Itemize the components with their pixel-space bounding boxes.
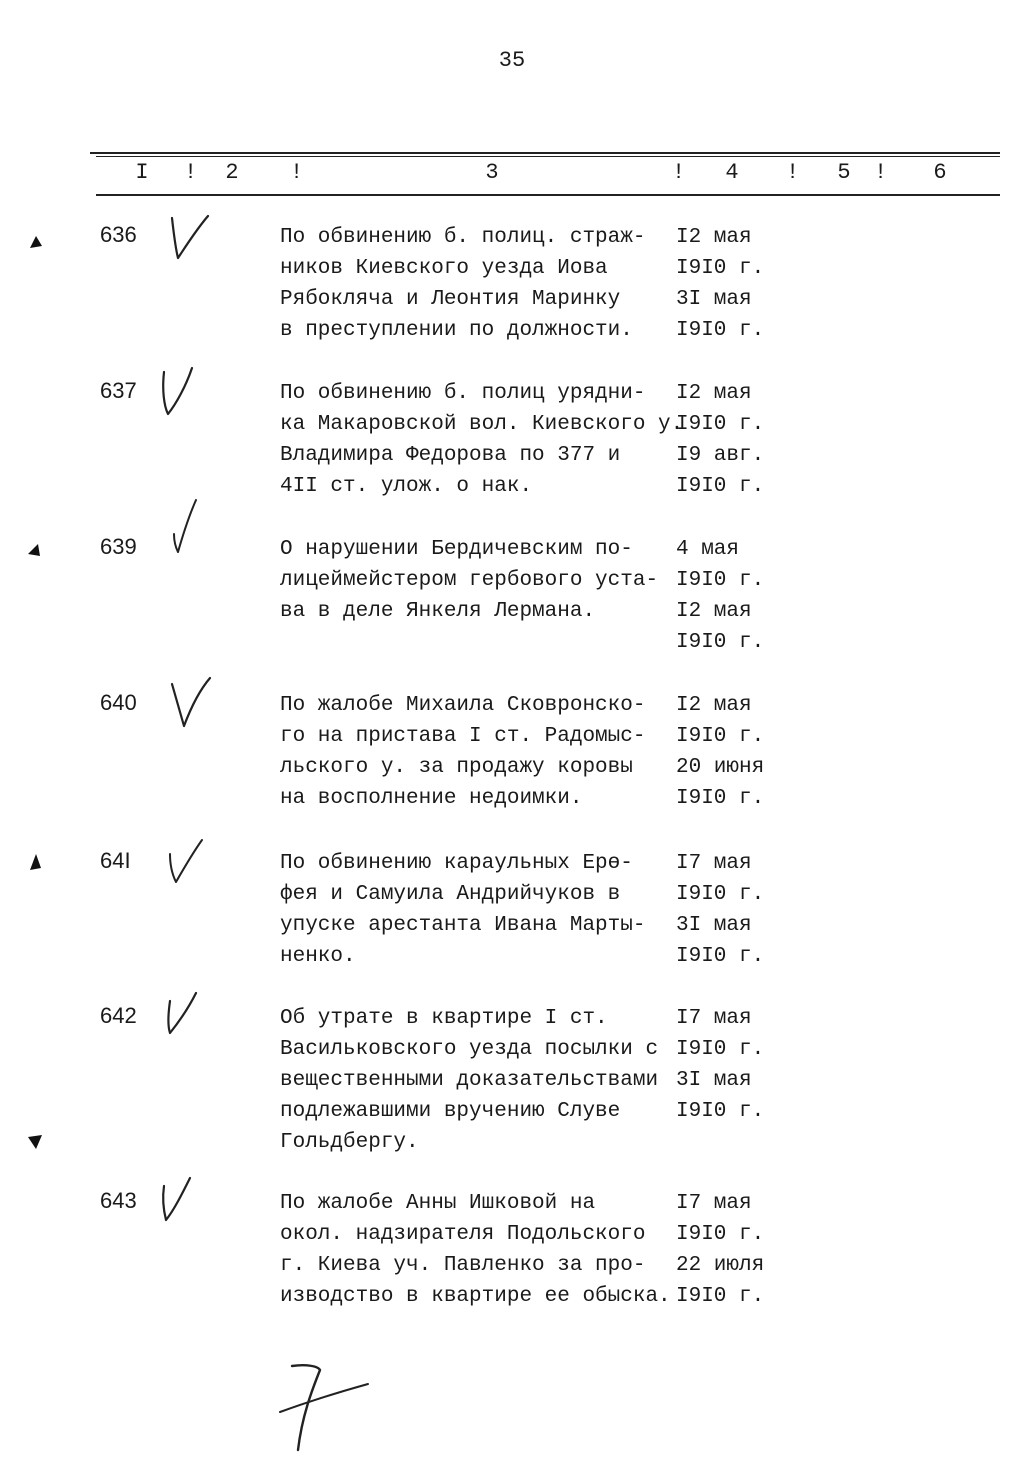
description-line: окол. надзирателя Подольского xyxy=(280,1223,646,1246)
date-line: I9 авг. xyxy=(676,444,765,467)
record-description xyxy=(280,222,675,346)
column-header-2: 2 xyxy=(225,160,239,185)
record-description xyxy=(280,690,675,814)
description-line: Владимира Федорова по 377 и xyxy=(280,444,621,467)
column-header-5: 5 xyxy=(837,160,851,185)
date-line: I7 мая xyxy=(676,1007,752,1030)
handwritten-check-icon xyxy=(152,1172,222,1232)
margin-mark-icon xyxy=(26,852,46,872)
description-line: По жалобе Анны Ишковой на xyxy=(280,1192,596,1215)
record-description xyxy=(280,534,675,627)
column-separator: ! xyxy=(184,160,198,185)
record-number: 642 xyxy=(100,1003,137,1028)
description-line: Рябокляча и Леонтия Маринку xyxy=(280,288,621,311)
record-number: 639 xyxy=(100,534,137,559)
description-line: на восполнение недоимки. xyxy=(280,787,583,810)
date-line: I9I0 г. xyxy=(676,945,765,968)
record-number: 640 xyxy=(100,690,137,715)
date-line: 20 июня xyxy=(676,756,765,779)
date-line: I7 мая xyxy=(676,1192,752,1215)
record-dates xyxy=(676,1188,796,1312)
description-line: упуске арестанта Ивана Марты- xyxy=(280,914,646,937)
date-line: 3I мая xyxy=(676,288,752,311)
record-dates xyxy=(676,690,796,814)
handwritten-check-icon xyxy=(152,987,222,1047)
description-line: ка Макаровской вол. Киевского у. xyxy=(280,413,684,436)
column-separator: ! xyxy=(874,160,888,185)
handwritten-check-icon xyxy=(152,362,222,422)
record-dates xyxy=(676,1003,796,1127)
date-line: 22 июля xyxy=(676,1254,765,1277)
table-top-rule xyxy=(90,152,1000,154)
date-line: I9I0 г. xyxy=(676,1285,765,1308)
column-header-4: 4 xyxy=(725,160,739,185)
description-line: ников Киевского уезда Иова xyxy=(280,257,608,280)
record-number: 636 xyxy=(100,222,137,247)
handwritten-check-icon xyxy=(152,674,222,734)
description-line: Об утрате в квартире I ст. xyxy=(280,1007,608,1030)
description-line: Гольдбергу. xyxy=(280,1131,419,1154)
column-separator: ! xyxy=(290,160,304,185)
date-line: I2 мая xyxy=(676,382,752,405)
description-line: ненко. xyxy=(280,945,356,968)
date-line: I9I0 г. xyxy=(676,319,765,342)
column-header-6: 6 xyxy=(933,160,947,185)
date-line: I9I0 г. xyxy=(676,787,765,810)
record-dates xyxy=(676,222,796,346)
margin-mark-icon xyxy=(26,1131,46,1151)
date-line: I9I0 г. xyxy=(676,1038,765,1061)
description-line: По обвинению караульных Ерө- xyxy=(280,852,633,875)
description-line: 4II ст. улож. о нак. xyxy=(280,475,533,498)
date-line: I9I0 г. xyxy=(676,631,765,654)
description-line: изводство в квартире ее обыска. xyxy=(280,1285,671,1308)
date-line: I9I0 г. xyxy=(676,413,765,436)
record-description xyxy=(280,848,675,972)
margin-mark-icon xyxy=(26,232,46,252)
date-line: I9I0 г. xyxy=(676,569,765,592)
column-header-3: 3 xyxy=(485,160,499,185)
record-number: 643 xyxy=(100,1188,137,1213)
description-line: вещественными доказательствами xyxy=(280,1069,659,1092)
date-line: 4 мая xyxy=(676,538,740,561)
date-line: I9I0 г. xyxy=(676,883,765,906)
record-number: 637 xyxy=(100,378,137,403)
description-line: в преступлении по должности. xyxy=(280,319,633,342)
record-description xyxy=(280,1003,675,1158)
record-description xyxy=(280,1188,675,1312)
description-line: льского у. за продажу коровы xyxy=(280,756,633,779)
description-line: ва в деле Янкеля Лермана. xyxy=(280,600,596,623)
column-header-1: I xyxy=(135,160,149,185)
handwritten-check-icon xyxy=(152,206,222,266)
date-line: I9I0 г. xyxy=(676,1223,765,1246)
description-line: лицеймейстером гербового уста- xyxy=(280,569,659,592)
date-line: I9I0 г. xyxy=(676,725,765,748)
date-line: I2 мая xyxy=(676,600,752,623)
date-line: I2 мая xyxy=(676,694,752,717)
record-dates xyxy=(676,848,796,972)
date-line: 3I мая xyxy=(676,914,752,937)
description-line: го на пристава I ст. Радомыс- xyxy=(280,725,646,748)
table-header-rule xyxy=(96,194,1000,196)
record-description xyxy=(280,378,684,502)
description-line: г. Киева уч. Павленко за про- xyxy=(280,1254,646,1277)
description-line: Васильковского уезда посылки с xyxy=(280,1038,659,1061)
column-separator: ! xyxy=(786,160,800,185)
record-number: 64I xyxy=(100,848,131,873)
record-dates xyxy=(676,534,796,658)
date-line: I7 мая xyxy=(676,852,752,875)
date-line: I2 мая xyxy=(676,226,752,249)
handwritten-check-icon xyxy=(152,498,222,558)
handwritten-mark-icon xyxy=(272,1360,382,1460)
description-line: По обвинению б. полиц урядни- xyxy=(280,382,646,405)
date-line: I9I0 г. xyxy=(676,257,765,280)
column-separator: ! xyxy=(672,160,686,185)
description-line: По обвинению б. полиц. страж- xyxy=(280,226,646,249)
date-line: 3I мая xyxy=(676,1069,752,1092)
description-line: фея и Самуила Андрийчуков в xyxy=(280,883,621,906)
description-line: подлежавшими вручению Слуве xyxy=(280,1100,621,1123)
date-line: I9I0 г. xyxy=(676,1100,765,1123)
record-dates xyxy=(676,378,796,502)
page-number: 35 xyxy=(498,48,526,73)
description-line: О нарушении Бердичевским по- xyxy=(280,538,633,561)
handwritten-check-icon xyxy=(152,832,222,892)
description-line: По жалобе Михаила Сковронско- xyxy=(280,694,646,717)
margin-mark-icon xyxy=(26,540,46,560)
date-line: I9I0 г. xyxy=(676,475,765,498)
table-top-rule-inner xyxy=(96,156,1000,157)
